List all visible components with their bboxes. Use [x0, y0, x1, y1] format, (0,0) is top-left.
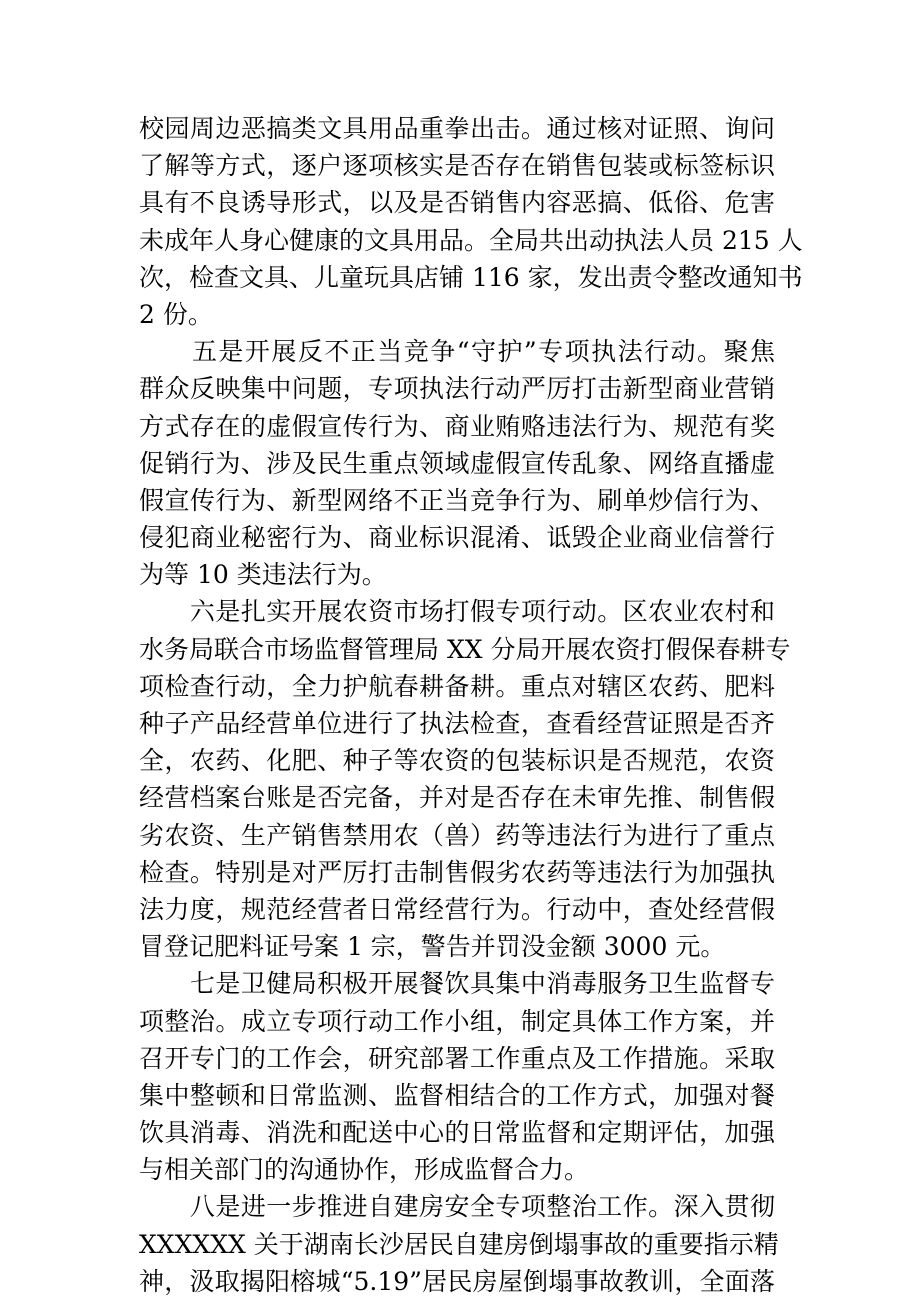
text-line: XXXXXX 关于湖南长沙居民自建房倒塌事故的重要指示精 — [139, 1229, 779, 1259]
text-line: 与相关部门的沟通协作，形成监督合力。 — [139, 1155, 590, 1185]
text-line: 方式存在的虚假宣传行为、商业贿赂违法行为、规范有奖 — [139, 411, 775, 441]
text-line: 经营档案台账是否完备，并对是否存在未审先推、制售假 — [139, 783, 775, 813]
text-line: 项整治。成立专项行动工作小组，制定具体工作方案，并 — [139, 1006, 775, 1036]
text-line: 具有不良诱导形式，以及是否销售内容恶搞、低俗、危害 — [139, 188, 775, 218]
paragraph-six-first-line: 六是扎实开展农资市场打假专项行动。区农业农村和 — [139, 597, 775, 627]
paragraph-eight-first-line: 八是进一步推进自建房安全专项整治工作。深入贯彻 — [139, 1192, 775, 1222]
text-line: 冒登记肥料证号案 1 宗，警告并罚没金额 3000 元。 — [139, 932, 726, 962]
paragraph-five-first-line: 五是开展反不正当竞争“守护”专项执法行动。聚焦 — [139, 337, 775, 367]
paragraph-seven-first-line: 七是卫健局积极开展餐饮具集中消毒服务卫生监督专 — [139, 969, 775, 999]
text-line: 召开专门的工作会，研究部署工作重点及工作措施。采取 — [139, 1043, 775, 1073]
text-line: 劣农资、生产销售禁用农（兽）药等违法行为进行了重点 — [139, 820, 775, 850]
text-line: 群众反映集中问题，专项执法行动严厉打击新型商业营销 — [139, 374, 775, 404]
text-line: 项检查行动，全力护航春耕备耕。重点对辖区农药、肥料 — [139, 671, 775, 701]
text-line: 种子产品经营单位进行了执法检查，查看经营证照是否齐 — [139, 709, 775, 738]
text-line: 饮具消毒、消洗和配送中心的日常监督和定期评估，加强 — [139, 1118, 775, 1148]
text-line: 为等 10 类违法行为。 — [139, 560, 387, 590]
text-line: 未成年人身心健康的文具用品。全局共出动执法人员 215 人 — [139, 225, 803, 255]
text-line: 神，汲取揭阳榕城“5.19”居民房屋倒塌事故教训，全面落 — [139, 1266, 775, 1296]
text-line: 法力度，规范经营者日常经营行为。行动中，查处经营假 — [139, 894, 775, 924]
text-line: 次，检查文具、儿童玩具店铺 116 家，发出责令整改通知书 — [139, 262, 803, 292]
text-line: 检查。特别是对严厉打击制售假劣农药等违法行为加强执 — [139, 857, 775, 887]
body-text — [139, 110, 803, 1300]
text-line: 假宣传行为、新型网络不正当竞争行为、刷单炒信行为、 — [139, 485, 775, 515]
text-line: 水务局联合市场监督管理局 XX 分局开展农资打假保春耕专 — [139, 634, 791, 664]
text-line: 了解等方式，逐户逐项核实是否存在销售包装或标签标识 — [139, 151, 775, 181]
text-line: 2 份。 — [139, 299, 213, 329]
text-line: 集中整顿和日常监测、监督相结合的工作方式，加强对餐 — [139, 1080, 775, 1110]
text-line: 全，农药、化肥、种子等农资的包装标识是否规范，农资 — [139, 746, 775, 776]
text-line: 促销行为、涉及民生重点领域虚假宣传乱象、网络直播虚 — [139, 448, 775, 478]
text-line: 校园周边恶搞类文具用品重拳出击。通过核对证照、询问 — [139, 114, 775, 143]
text-line: 侵犯商业秘密行为、商业标识混淆、诋毁企业商业信誉行 — [139, 523, 775, 553]
